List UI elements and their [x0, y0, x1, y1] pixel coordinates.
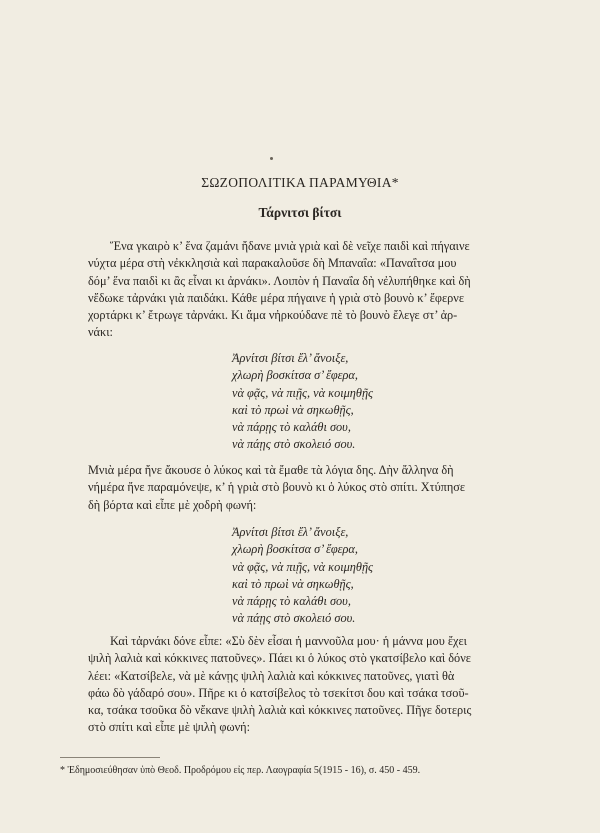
verse-line: καὶ τὸ πρωὶ νὰ σηκωθῇς,: [232, 576, 354, 591]
paragraph-2: [88, 462, 513, 514]
text-line: φάω δὸ γάδαρό σου». Πῆρε κι ὁ κατσίβελος τὸ τσεκίτσι δου καὶ τσάκα τσοῦ-: [88, 685, 469, 700]
verse-line: χλωρὴ βοσκίτσα σ’ ἔφερα,: [232, 542, 358, 557]
text-line: δόμ’ ἕνα παιδὶ κι ἂς εἶναι κι ἀρνάκι». Λοιπὸν ἡ Παναΐα δὴ νἐλυπήθηκε καὶ δὴ: [88, 273, 471, 288]
verse-line: Ἀρνίτσι βίτσι ἔλ’ ἄνοιξε,: [232, 525, 349, 539]
text-line: Ἕνα γκαιρὸ κ’ ἕνα ζαμάνι ἤδανε μνιὰ γριὰ καὶ δὲ νεῖχε παιδὶ καὶ πήγαινε: [110, 239, 470, 253]
paragraph-3: [88, 633, 513, 737]
text-line: χορτάρκι κ’ ἔτρωγε τἀρνάκι. Κι ἅμα νἠρκούδανε πὲ τὸ βουνὸ ἔλεγε στ’ ἀρ-: [88, 308, 458, 323]
verse-line: νὰ πάρῃς τὸ καλάθι σου,: [232, 420, 351, 435]
verse-line: καὶ τὸ πρωὶ νὰ σηκωθῇς,: [232, 402, 354, 417]
footnote: * Ἐδημοσιεύθησαν ὑπὸ Θεοδ. Προδρόμου εἰς περ. Λαογραφία 5(1915 - 16), σ. 450 - 459.: [60, 765, 421, 776]
verse-line: Ἀρνίτσι βίτσι ἔλ’ ἄνοιξε,: [232, 351, 349, 365]
text-line: Καὶ τἀρνάκι δόνε εἶπε: «Σὺ δὲν εἶσαι ἡ μαννοῦλα μου· ἡ μάννα μου ἔχει: [110, 634, 467, 648]
verse-line: νὰ πάρῃς τὸ καλάθι σου,: [232, 594, 351, 609]
text-line: νάκι:: [88, 325, 113, 340]
text-line: ψιλὴ λαλιὰ καὶ κόκκινες πατοῦνες». Πάει κι ὁ λύκος στὸ γκατσίβελο καὶ δόνε: [88, 651, 471, 666]
text-line: δὴ βόρτα καὶ εἶπε μὲ χοδρὴ φωνή:: [88, 497, 257, 512]
verse-1: [232, 350, 373, 454]
page-title: ΣΩΖΟΠΟΛΙΤΙΚΑ ΠΑΡΑΜΥΘΙΑ*: [201, 175, 399, 190]
verse-line: νὰ φᾷς, νὰ πιῇς, νὰ κοιμηθῇς: [232, 559, 374, 574]
paragraph-1: [88, 238, 513, 342]
footnote-rule: [60, 757, 160, 758]
verse-line: νὰ πάῃς στὸ σκολειό σου.: [232, 437, 356, 452]
verse-2: [232, 524, 373, 628]
verse-line: νὰ φᾷς, νὰ πιῇς, νὰ κοιμηθῇς: [232, 385, 374, 400]
text-line: λέει: «Κατσίβελε, νὰ μὲ κάνῃς ψιλὴ λαλιὰ καὶ κόκκινες πατοῦνες, γιατὶ θὰ: [88, 668, 455, 683]
text-line: Μνιὰ μέρα ἤνε ἄκουσε ὁ λύκος καὶ τὰ ἔμαθε τὰ λόγια δης. Δὴν ἄλληνα δὴ: [88, 463, 454, 477]
text-line: στὸ σπίτι καὶ εἶπε μὲ ψιλὴ φωνή:: [88, 720, 250, 735]
verse-line: νὰ πάῃς στὸ σκολειό σου.: [232, 611, 356, 626]
verse-line: χλωρὴ βοσκίτσα σ’ ἔφερα,: [232, 368, 358, 383]
text-line: κα, τσάκα τσοῦκα δὸ νἔκανε ψιλὴ λαλιὰ καὶ κόκκινες πατοῦνες. Πῆγε δοτερις: [88, 703, 472, 718]
text-line: νύχτα μέρα στὴ νἐκκλησιὰ καὶ παρακαλοῦσε δὴ Μπαναΐα: «Παναΐτσα μου: [88, 256, 457, 271]
text-line: νήμέρα ἤνε παραμόνεψε, κ’ ἡ γριὰ στὸ βουνὸ κι ὁ λύκος στὸ σπίτι. Χτύπησε: [88, 480, 466, 495]
stray-dot: [270, 157, 273, 160]
text-line: νἔδωκε τἀρνάκι γιὰ παιδάκι. Κάθε μέρα πήγαινε ἡ γριὰ στὸ βουνὸ κ’ ἔφερνε: [88, 290, 464, 305]
story-title: Τάρνιτσι βίτσι: [258, 205, 342, 220]
